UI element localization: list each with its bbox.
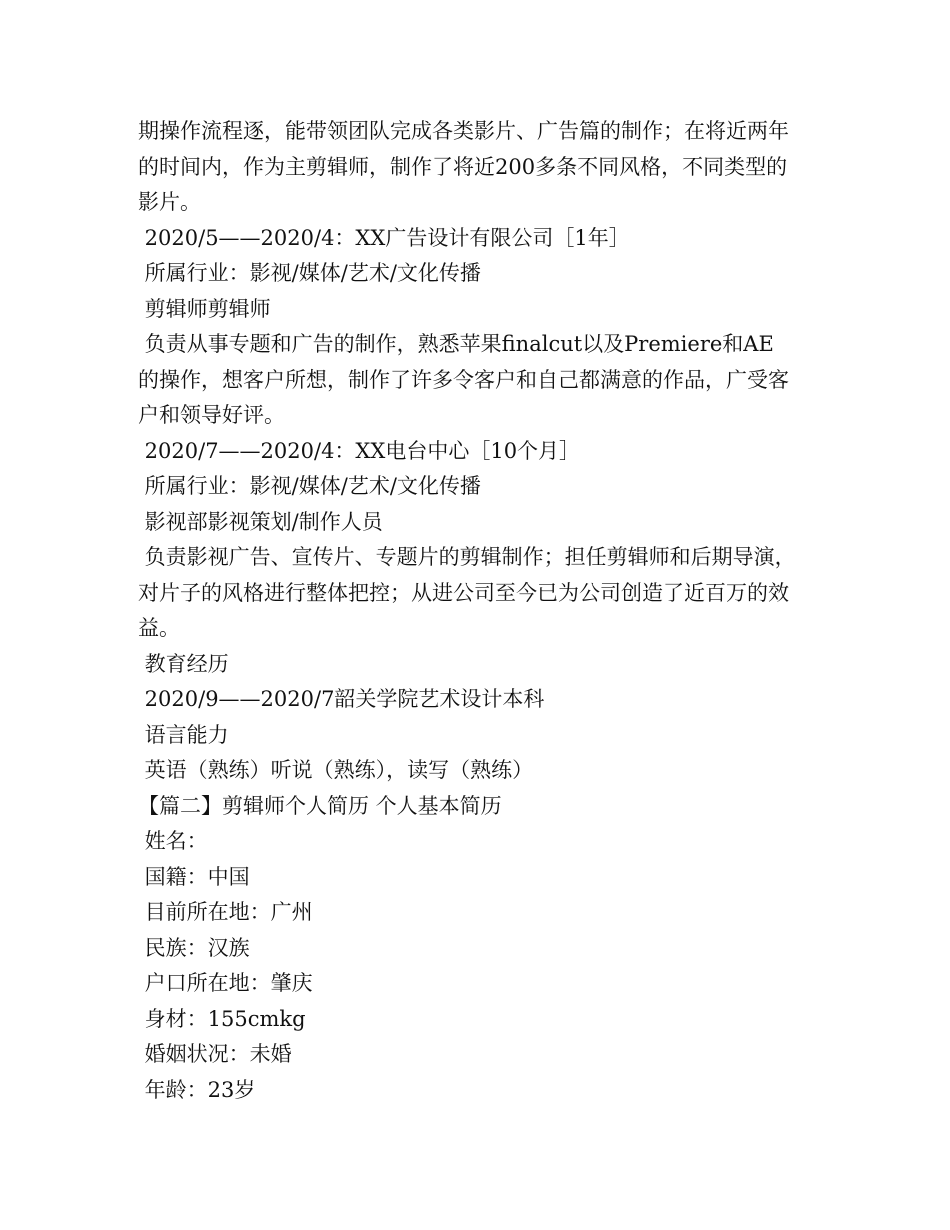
text-line: 户和领导好评。: [138, 403, 285, 427]
field-marital-status: 婚姻状况：未婚: [138, 1042, 292, 1066]
job-period: 2020/7——2020/4：XX电台中心［10个月］: [138, 438, 581, 463]
industry-line: 所属行业：影视/媒体/艺术/文化传播: [138, 474, 481, 498]
field-nationality: 国籍：中国: [138, 864, 250, 889]
section-heading-language: 语言能力: [138, 722, 229, 747]
field-household-registration: 户口所在地：肇庆: [138, 971, 313, 995]
text-line: 负责从事专题和广告的制作，熟悉苹果finalcut以及Premiere和AE: [138, 332, 774, 356]
field-name: 姓名：: [138, 829, 208, 853]
document-body: [138, 114, 818, 1108]
article-heading: 【篇二】剪辑师个人简历 个人基本简历: [138, 793, 502, 818]
text-line: 益。: [138, 616, 180, 640]
education-entry: 2020/9——2020/7韶关学院艺术设计本科: [138, 687, 545, 711]
text-line: 的时间内，作为主剪辑师，制作了将近200多条不同风格，不同类型的: [138, 154, 788, 179]
job-title: 剪辑师剪辑师: [138, 296, 271, 321]
job-period: 2020/5——2020/4：XX广告设计有限公司［1年］: [138, 225, 630, 250]
field-current-location: 目前所在地：广州: [138, 900, 313, 924]
language-entry: 英语（熟练）听说（熟练），读写（熟练）: [138, 758, 534, 782]
job-title: 影视部影视策划/制作人员: [138, 509, 383, 534]
field-ethnicity: 民族：汉族: [138, 935, 250, 960]
industry-line: 所属行业：影视/媒体/艺术/文化传播: [138, 261, 481, 285]
field-height: 身材：155cmkg: [138, 1006, 306, 1031]
text-line: 负责影视广告、宣传片、专题片的剪辑制作；担任剪辑师和后期导演，: [138, 545, 796, 569]
section-heading-education: 教育经历: [138, 651, 229, 676]
text-line: 对片子的风格进行整体把控；从进公司至今已为公司创造了近百万的效: [138, 580, 789, 605]
text-line: 期操作流程逐，能带领团队完成各类影片、广告篇的制作；在将近两年: [138, 119, 789, 143]
text-line: 影片。: [138, 190, 201, 214]
field-age: 年龄：23岁: [138, 1077, 256, 1102]
text-line: 的操作，想客户所想，制作了许多令客户和自己都满意的作品，广受客: [138, 367, 789, 392]
